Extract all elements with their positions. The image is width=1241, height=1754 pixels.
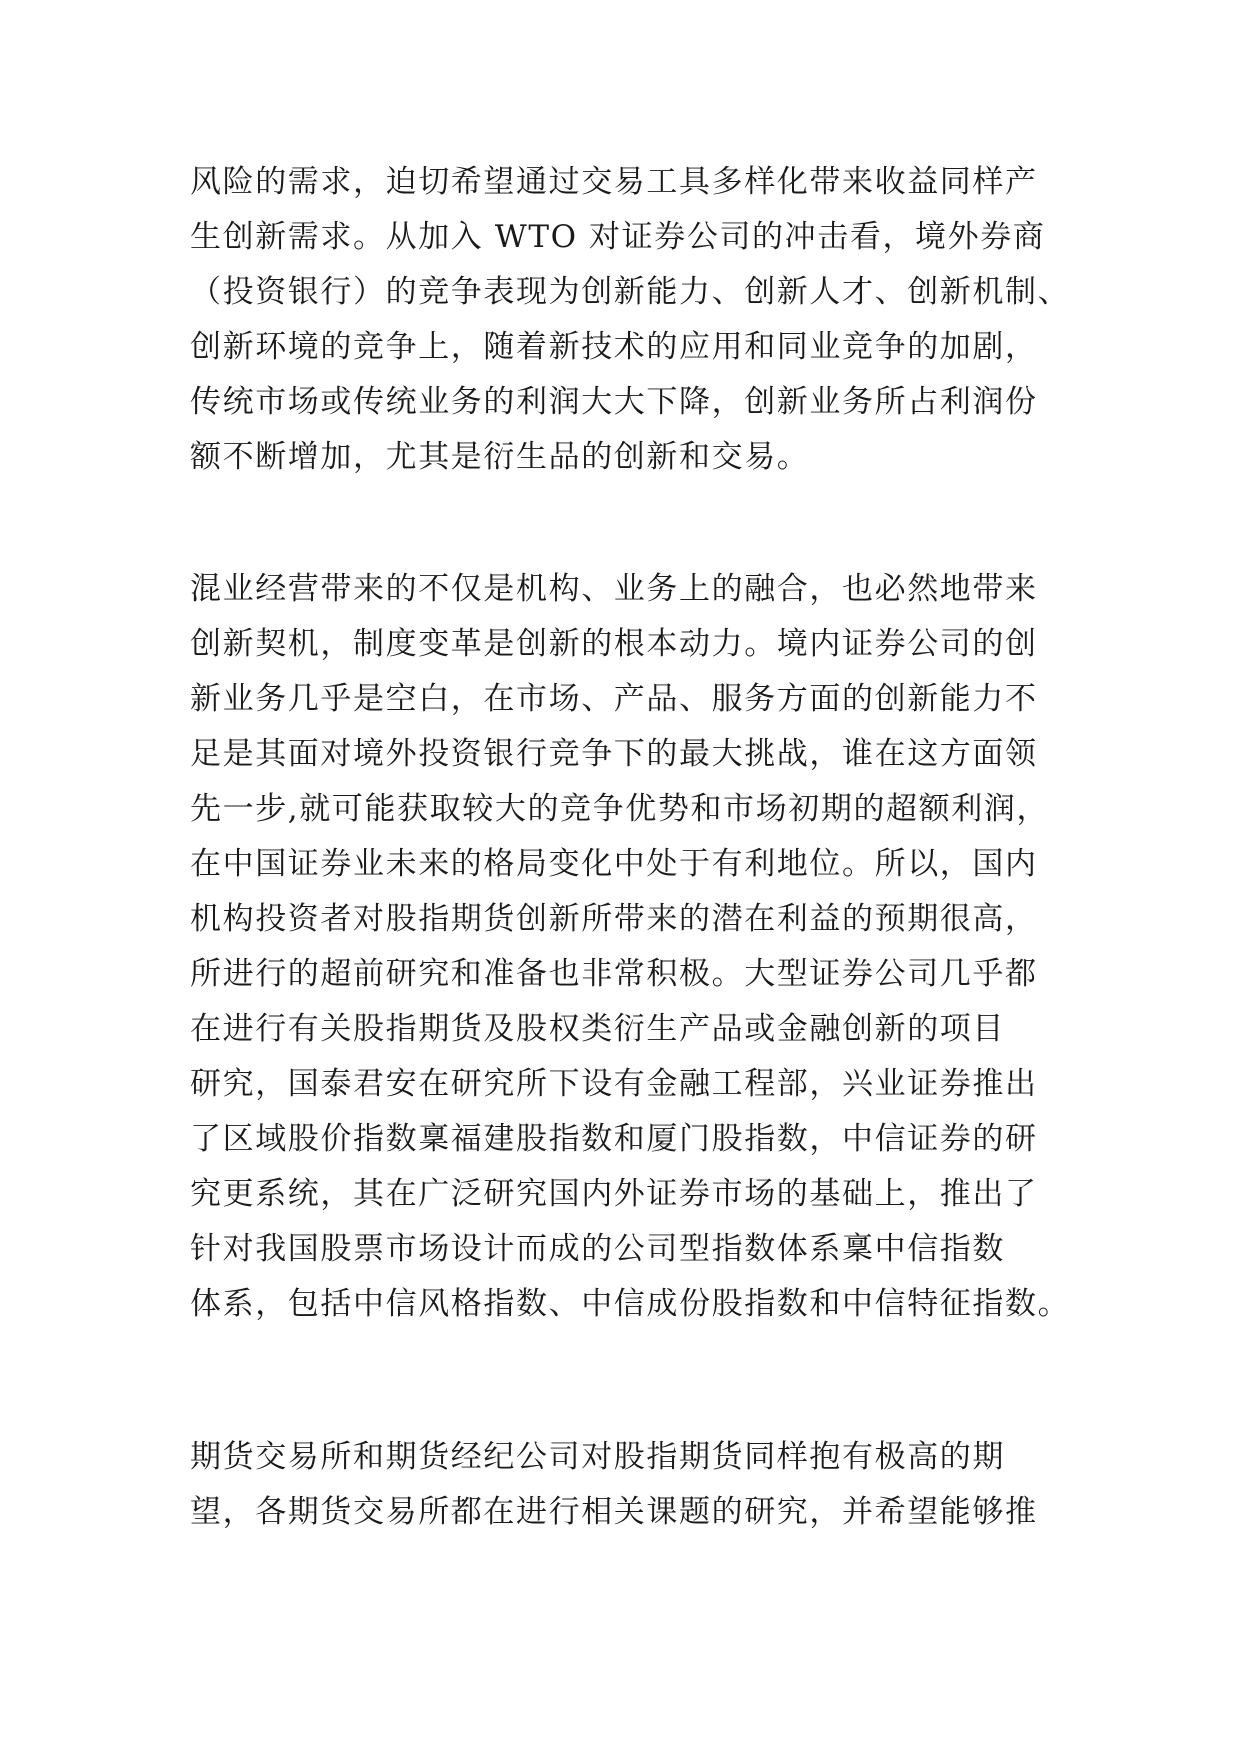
paragraph-line: 机构投资者对股指期货创新所带来的潜在利益的预期很高，: [190, 901, 1038, 937]
paragraph-line: 额不断增加，尤其是衍生品的创新和交易。: [190, 439, 810, 475]
paragraph-line: 在中国证券业未来的格局变化中处于有利地位。所以，国内: [190, 846, 1038, 882]
paragraph-line: 混业经营带来的不仅是机构、业务上的融合，也必然地带来: [190, 571, 1038, 607]
paragraph-1: [190, 155, 1071, 485]
paragraph-line: 望，各期货交易所都在进行相关课题的研究，并希望能够推: [190, 1494, 1038, 1530]
paragraph-line: 先一步,就可能获取较大的竞争优势和市场初期的超额利润，: [190, 791, 1050, 827]
paragraph-line: 创新环境的竞争上，随着新技术的应用和同业竞争的加剧，: [190, 329, 1038, 365]
paragraph-line: 足是其面对境外投资银行竞争下的最大挑战，谁在这方面领: [190, 736, 1038, 772]
paragraph-line: （投资银行）的竞争表现为创新能力、创新人才、创新机制、: [190, 274, 1071, 310]
paragraph-2: [190, 562, 1071, 1332]
paragraph-line: 所进行的超前研究和准备也非常积极。大型证券公司几乎都: [190, 956, 1038, 992]
paragraph-line: 新业务几乎是空白，在市场、产品、服务方面的创新能力不: [190, 681, 1038, 717]
paragraph-line: 研究，国泰君安在研究所下设有金融工程部，兴业证券推出: [190, 1066, 1038, 1102]
paragraph-line: 期货交易所和期货经纪公司对股指期货同样抱有极高的期: [190, 1439, 1005, 1475]
paragraph-3: [190, 1430, 1050, 1540]
paragraph-line: 了区域股价指数稟福建股指数和厦门股指数，中信证券的研: [190, 1121, 1038, 1157]
paragraph-line: 传统市场或传统业务的利润大大下降，创新业务所占利润份: [190, 384, 1038, 420]
paragraph-line: 体系，包括中信风格指数、中信成份股指数和中信特征指数。: [190, 1286, 1071, 1322]
paragraph-line: 生创新需求。从加入 WTO 对证券公司的冲击看，境外券商: [190, 219, 1046, 255]
paragraph-line: 针对我国股票市场设计而成的公司型指数体系稟中信指数: [190, 1231, 1005, 1267]
paragraph-line: 在进行有关股指期货及股权类衍生产品或金融创新的项目: [190, 1011, 1005, 1047]
paragraph-line: 创新契机，制度变革是创新的根本动力。境内证券公司的创: [190, 626, 1038, 662]
paragraph-line: 风险的需求，迫切希望通过交易工具多样化带来收益同样产: [190, 164, 1038, 200]
paragraph-line: 究更系统，其在广泛研究国内外证券市场的基础上，推出了: [190, 1176, 1038, 1212]
